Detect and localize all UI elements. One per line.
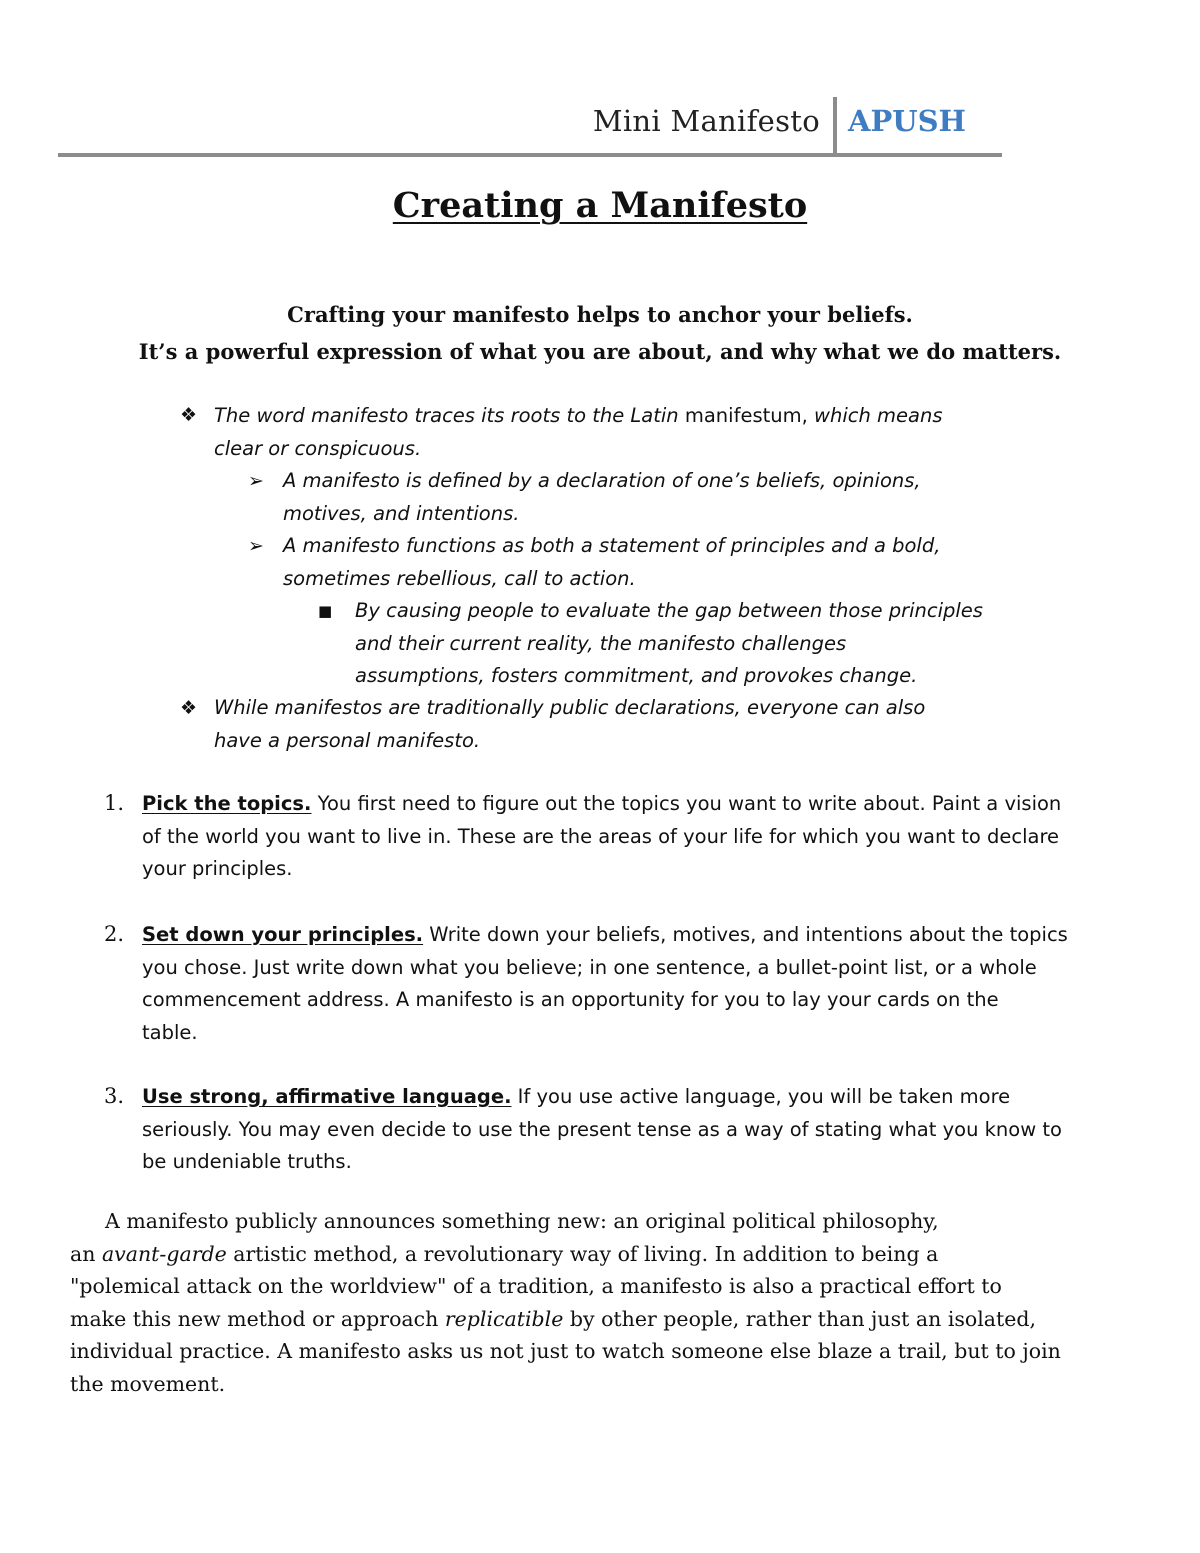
- bullet-1a-line-2: motives, and intentions.: [283, 501, 520, 525]
- step-1-line-1: [142, 788, 1142, 821]
- step-1: [142, 788, 1142, 886]
- header-course: APUSH: [848, 104, 966, 138]
- closing-italic-avant-garde: avant-garde: [101, 1241, 227, 1266]
- closing-line-3: "polemical attack on the worldview" of a tradition, a manifesto is also a practical effort to: [70, 1274, 1002, 1298]
- step-3-line-3: be undeniable truths.: [142, 1150, 352, 1173]
- closing-line-4: [70, 1303, 1140, 1336]
- step-2-line-2: you chose. Just write down what you believe; in one sentence, a bullet-point list, or a whole: [142, 955, 1037, 979]
- step-2-line-3: commencement address. A manifesto is an opportunity for you to lay your cards on the: [142, 988, 999, 1011]
- bullet-1a-line-1: A manifesto is defined by a declaration of one’s beliefs, opinions,: [283, 469, 921, 492]
- closing-text-4a: make this new method or approach: [70, 1306, 445, 1331]
- closing-italic-replicatible: replicatible: [444, 1306, 564, 1331]
- step-2-line-1: [142, 919, 1142, 952]
- step-2-number: 2.: [104, 922, 125, 946]
- bullet-2: [214, 692, 925, 757]
- closing-line-6: the movement.: [70, 1371, 226, 1396]
- square-bullet-icon: ■: [318, 602, 333, 620]
- step-2-heading: Set down your principles.: [142, 923, 424, 946]
- bullet-1b: [283, 530, 940, 595]
- diamond-bullet-icon: ❖: [180, 697, 198, 719]
- closing-line-2: [70, 1238, 1140, 1271]
- step-1-line-3: your principles.: [142, 857, 293, 880]
- bullet-1-latin-word: manifestum,: [684, 404, 808, 427]
- bullet-1b1: [355, 595, 983, 693]
- bullet-2-line-1: While manifestos are traditionally public declarations, everyone can also: [214, 696, 926, 719]
- page-header: [58, 92, 1002, 158]
- closing-paragraph: [70, 1205, 1140, 1400]
- step-3-line-2: seriously. You may even decide to use the present tense as a way of stating what you know to: [142, 1117, 1062, 1141]
- step-3: [142, 1081, 1142, 1179]
- step-3-heading: Use strong, affirmative language.: [142, 1085, 512, 1108]
- step-3-line-1: [142, 1081, 1142, 1114]
- bullet-1b1-line-1: By causing people to evaluate the gap between those principles: [355, 599, 983, 622]
- diamond-bullet-icon: ❖: [180, 404, 198, 426]
- header-title: Mini Manifesto: [592, 104, 820, 138]
- bullet-1: [214, 400, 942, 465]
- step-2: [142, 919, 1142, 1049]
- step-3-number: 3.: [104, 1084, 125, 1108]
- bullet-2-line-2: have a personal manifesto.: [214, 728, 481, 752]
- bullet-1-text-c: which means: [807, 404, 943, 427]
- bullet-1a: [283, 465, 921, 530]
- arrowhead-bullet-icon: ➢: [248, 470, 264, 492]
- closing-line-5: individual practice. A manifesto asks us not just to watch someone else blaze a trail, but to join: [70, 1339, 1061, 1363]
- closing-text-2a: an: [70, 1241, 102, 1266]
- closing-text-4c: by other people, rather than just an isolated,: [563, 1306, 1037, 1331]
- step-1-text: You first need to figure out the topics you want to write about. Paint a vision: [311, 792, 1062, 815]
- closing-line-1: A manifesto publicly announces something new: an original political philosophy,: [105, 1209, 939, 1233]
- step-3-text: If you use active language, you will be taken more: [511, 1085, 1011, 1108]
- bullet-1b1-line-3: assumptions, fosters commitment, and provokes change.: [355, 664, 918, 687]
- bullet-1b-line-1: A manifesto functions as both a statement of principles and a bold,: [283, 534, 941, 557]
- bullet-1-line-2: clear or conspicuous.: [214, 436, 422, 460]
- header-divider: [833, 97, 837, 155]
- subtitle-line-1: Crafting your manifesto helps to anchor your beliefs.: [287, 302, 913, 327]
- document-title: Creating a Manifesto: [392, 185, 808, 226]
- step-1-line-2: of the world you want to live in. These are the areas of your life for which you want to declare: [142, 824, 1060, 848]
- bullet-1b1-line-2: and their current reality, the manifesto challenges: [355, 631, 847, 655]
- bullet-1b-line-2: sometimes rebellious, call to action.: [283, 566, 636, 590]
- step-2-line-4: table.: [142, 1020, 198, 1044]
- closing-text-2c: artistic method, a revolutionary way of living. In addition to being a: [226, 1241, 939, 1266]
- bullet-1-text-a: The word manifesto traces its roots to the Latin: [214, 404, 685, 427]
- step-1-heading: Pick the topics.: [142, 792, 312, 815]
- bullet-1-line-1: [214, 400, 942, 433]
- header-rule: [58, 153, 1002, 157]
- subtitle-line-2: It’s a powerful expression of what you are about, and why what we do matters.: [138, 339, 1062, 364]
- arrowhead-bullet-icon: ➢: [248, 535, 264, 557]
- step-1-number: 1.: [104, 791, 125, 815]
- step-2-text: Write down your beliefs, motives, and intentions about the topics: [423, 923, 1068, 946]
